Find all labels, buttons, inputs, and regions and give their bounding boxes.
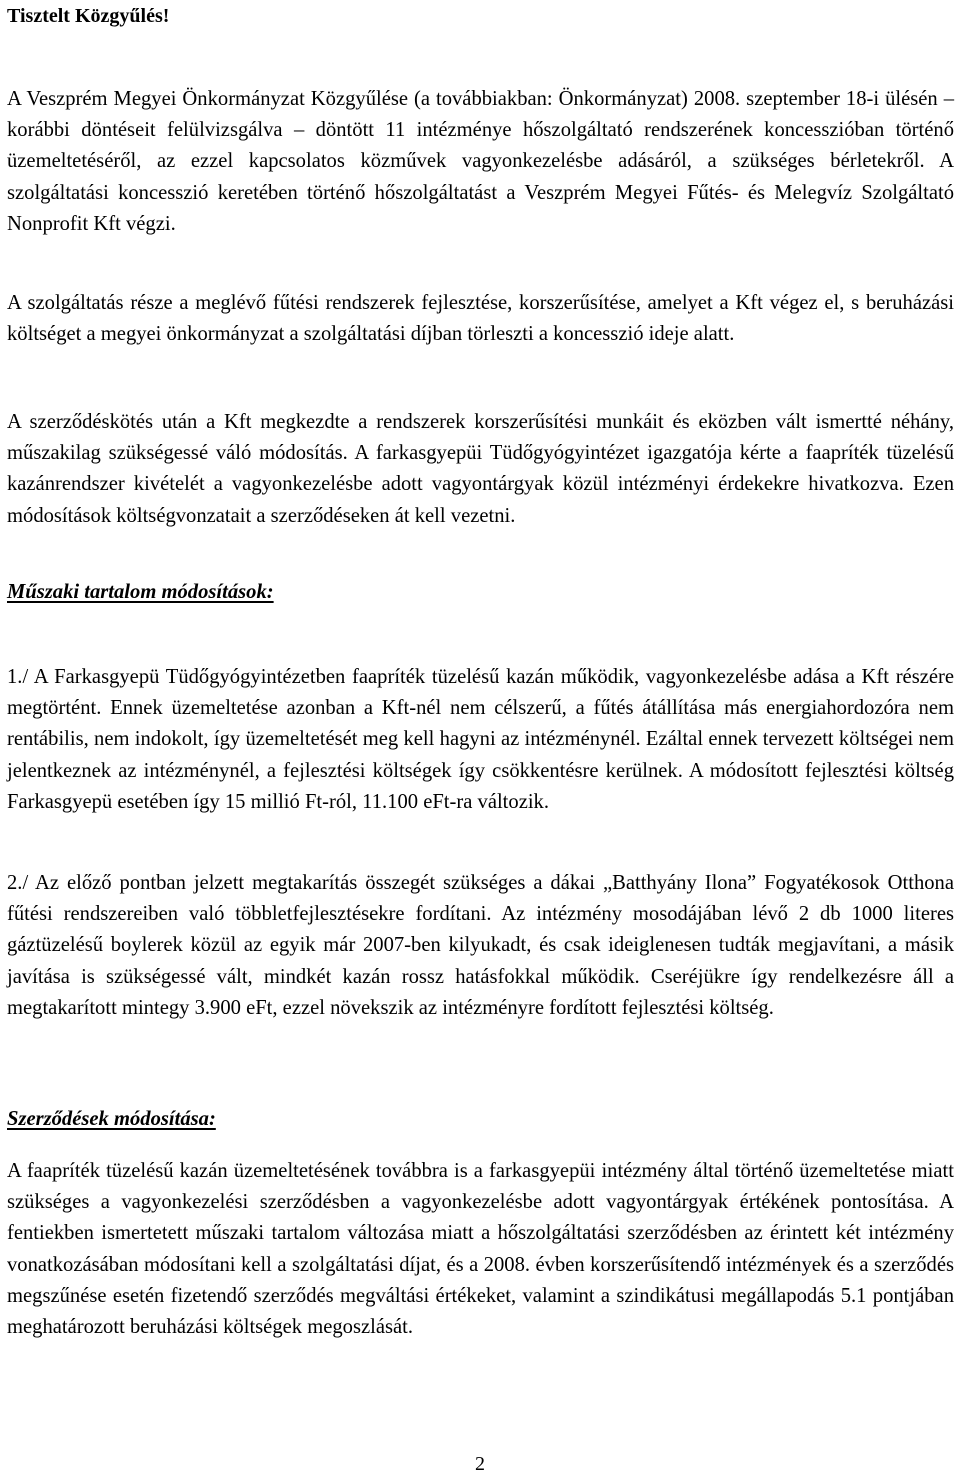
service-paragraph: A szolgáltatás része a meglévő fűtési rendszerek fejlesztése, korszerűsítése, amelyet a Kft végez el, s beruházási költséget a megyei önkormányzat a szolgáltatási díjban törleszti a koncesszió ideje alatt.	[7, 292, 954, 346]
greeting-heading: Tisztelt Közgyűlés!	[7, 5, 170, 27]
contract-section-body: A faapríték tüzelésű kazán üzemeltetésének továbbra is a farkasgyepüi intézmény által történő üzemeltetése miatt szükséges a vagyonkezelési szerződésben a vagyonkezelésbe adott vagyontárgyak értékének pontosítása. A fentiekben ismertetett műszaki tartalom változása miatt a hőszolgáltatási szerződésben az érintett két intézmény vonatkozásában módosítani kell a szolgáltatási díjat, és a 2008. évben korszerűsítendő intézmények és a szerződés megszűnése esetén fizetendő szerződés megváltási értékeket, valamint a szindikátusi megállapodás 5.1 pontjában meghatározott beruházási költségek megoszlását.	[7, 1160, 954, 1339]
technical-item-1: 1./ A Farkasgyepü Tüdőgyógyintézetben faapríték tüzelésű kazán működik, vagyonkezelésbe adása a Kft részére megtörtént. Ennek üzemeltetése azonban a Kft-nél nem célszerű, a fűtés átállítása más energiahordozóra nem rentábilis, nem indokolt, így üzemeltetését meg kell hagyni az intézménynél. Ezáltal ennek tervezett költségei nem jelentkeznek az intézménynél, a fejlesztési költségek így csökkentésre kerülnek. A módosított fejlesztési költség Farkasgyepü esetében így 15 millió Ft-ról, 11.100 eFt-ra változik.	[7, 666, 954, 813]
technical-item-2: 2./ Az előző pontban jelzett megtakarítás összegét szükséges a dákai „Batthyány Ilona” Fogyatékosok Otthona fűtési rendszereiben való többletfejlesztésekre fordítani. Az intézmény mosodájában lévő 2 db 1000 literes gáztüzelésű boylerek közül az egyik már 2007-ben kilyukadt, és csak ideiglenesen tudták megjavítani, a másik javítása is szükségessé vált, mindkét kazán rossz hatásfokkal működik. Cseréjükre így rendelkezésre áll a megtakarított mintegy 3.900 eFt, ezzel növekszik az intézményre fordított fejlesztési költség.	[7, 872, 954, 1019]
intro-paragraph: A Veszprém Megyei Önkormányzat Közgyűlése (a továbbiakban: Önkormányzat) 2008. szeptember 18-i ülésén – korábbi döntéseit felülvizsgálva – döntött 11 intézménye hőszolgáltató rendszerének koncesszióban történő üzemeltetéséről, az ezzel kapcsolatos közművek vagyonkezelésbe adásáról, a szükséges bérletekről. A szolgáltatási koncesszió keretében történő hőszolgáltatást a Veszprém Megyei Fűtés- és Melegvíz Szolgáltató Nonprofit Kft végzi.	[7, 88, 954, 235]
page-number: 2	[475, 1453, 485, 1475]
contract-section-heading: Szerződések módosítása:	[7, 1108, 216, 1130]
contract-paragraph: A szerződéskötés után a Kft megkezdte a rendszerek korszerűsítési munkáit és eközben vált ismertté néhány, műszakilag szükségessé váló módosítás. A farkasgyepüi Tüdőgyógyintézet igazgatója kérte a faapríték tüzelésű kazánrendszer kivételét a vagyonkezelésbe adott vagyontárgyak közül intézményi érdekekre hivatkozva. Ezen módosítások költségvonzatait a szerződéseken át kell vezetni.	[7, 411, 954, 527]
technical-section-heading: Műszaki tartalom módosítások:	[7, 581, 274, 603]
